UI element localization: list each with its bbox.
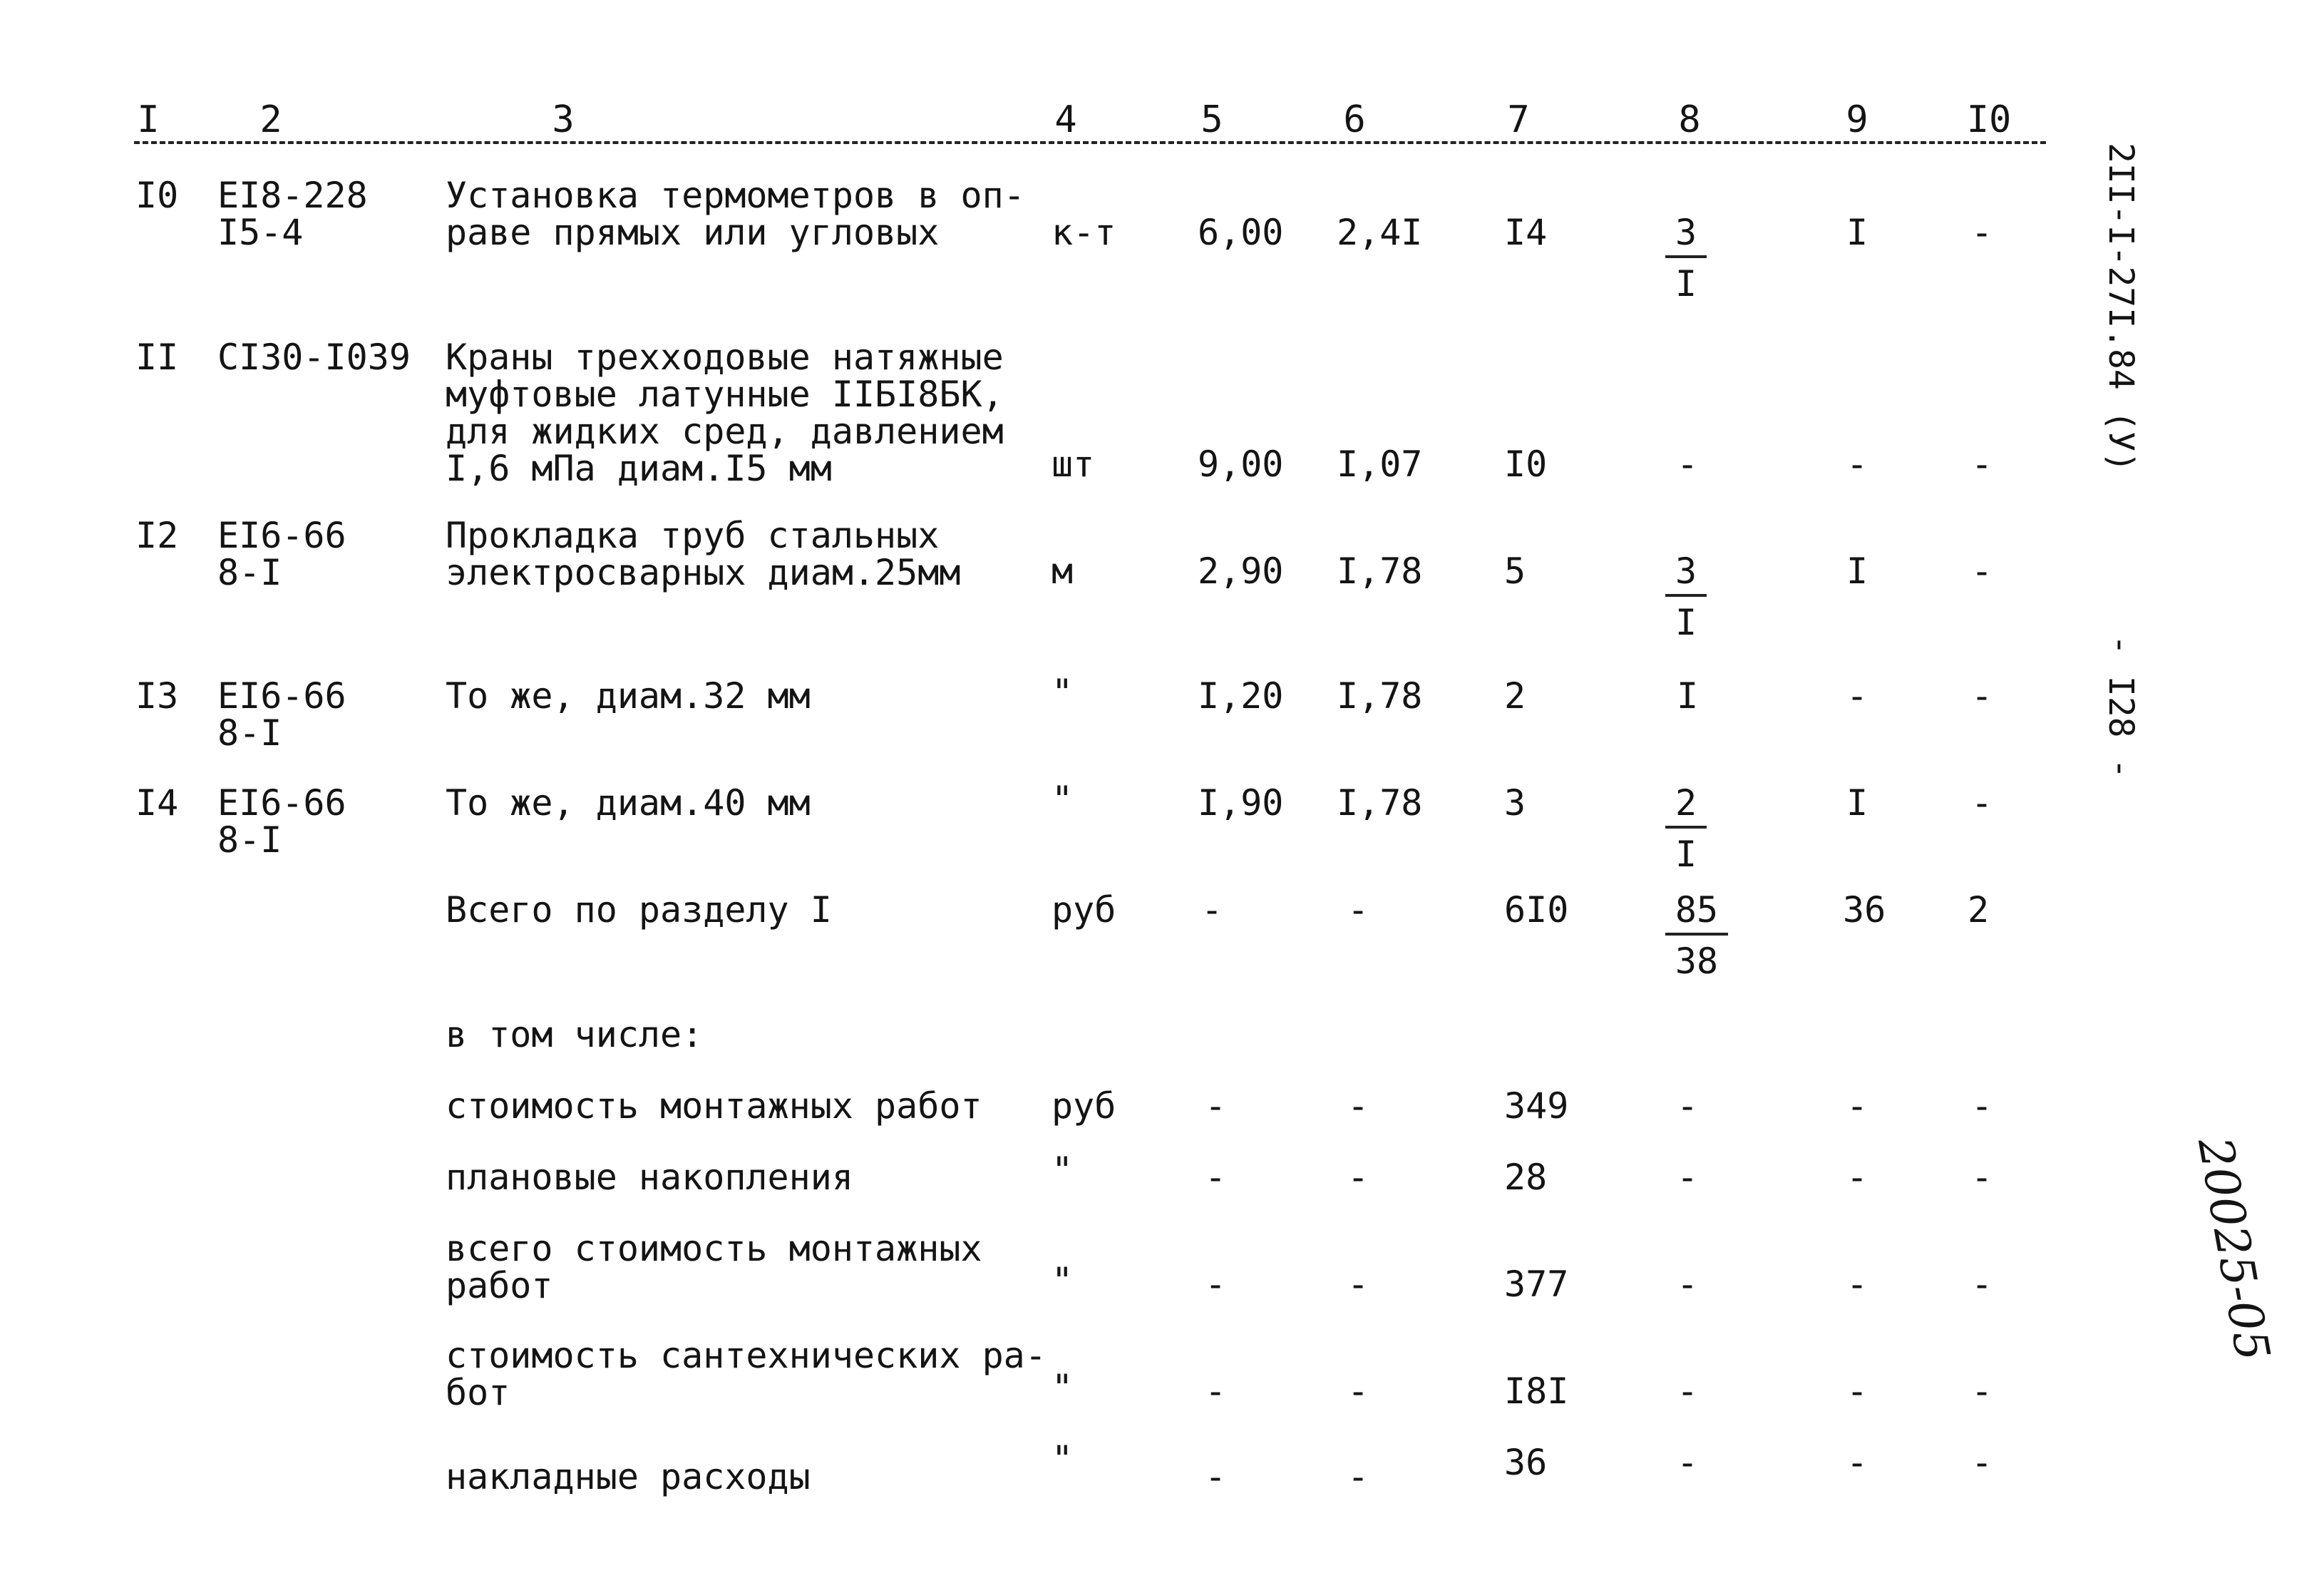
total-col7: 6I0 (1504, 889, 1569, 931)
row-col6: 2,4I (1337, 212, 1423, 253)
subrow-unit: " (1052, 1260, 1074, 1301)
row-col7: 3 (1504, 782, 1526, 824)
subrow-col10: - (1971, 1157, 1993, 1198)
row-col9: I (1846, 782, 1868, 824)
row-col10: - (1971, 212, 1993, 253)
archive-number-handwritten: 20025-05 (2187, 1133, 2281, 1366)
total-unit: руб (1052, 889, 1116, 931)
row-col6: I,78 (1337, 550, 1423, 592)
row-col8-fraction (1633, 784, 1739, 873)
row-number: I4 (135, 782, 179, 824)
total-col5: - (1201, 889, 1223, 931)
col-header-10: I0 (1966, 98, 2012, 141)
row-number: II (135, 337, 179, 378)
fraction-denominator: I (1675, 834, 1697, 875)
row-unit: к-т (1052, 212, 1116, 253)
total-col8-fraction (1643, 891, 1750, 980)
subrow-unit: руб (1052, 1085, 1116, 1127)
subrow-col8: - (1677, 1264, 1699, 1305)
row-code: EI6-66 8-I (217, 782, 346, 861)
subrow-col10: - (1971, 1442, 1993, 1483)
subrow-col6: - (1347, 1264, 1369, 1305)
fraction-numerator: 3 (1665, 214, 1707, 258)
subrow-description: плановые накопления (446, 1157, 853, 1198)
row-col9: - (1846, 444, 1868, 485)
row-col7: 2 (1504, 675, 1526, 717)
row-col5: I,90 (1198, 782, 1284, 824)
page-number-vertical: - I28 - (2101, 635, 2141, 779)
row-col10: - (1971, 444, 1993, 485)
subrow-col7: 349 (1504, 1085, 1569, 1127)
row-code: EI8-228 I5-4 (217, 175, 368, 253)
subrow-unit: " (1052, 1438, 1074, 1480)
fraction-numerator: 85 (1665, 891, 1728, 936)
subrow-col6: - (1347, 1371, 1369, 1412)
row-col7: I0 (1504, 444, 1548, 485)
col-header-8: 8 (1678, 98, 1701, 141)
col-header-2: 2 (259, 98, 282, 141)
subrow-description: накладные расходы (446, 1456, 811, 1497)
row-unit: " (1052, 672, 1074, 713)
subrow-col5: - (1205, 1157, 1227, 1198)
row-col7: 5 (1504, 550, 1526, 592)
row-number: I0 (135, 175, 179, 216)
row-col6: I,78 (1337, 782, 1423, 824)
row-number: I2 (135, 515, 179, 556)
total-label: Всего по разделу I (446, 889, 832, 931)
subrow-col7: 36 (1504, 1442, 1548, 1483)
row-col10: - (1971, 675, 1993, 717)
subrow-col7: 28 (1504, 1157, 1548, 1198)
row-col5: 6,00 (1198, 212, 1284, 253)
row-col6: I,07 (1337, 444, 1423, 485)
subrow-col9: - (1846, 1157, 1868, 1198)
subrow-col5: - (1205, 1264, 1227, 1305)
fraction-numerator: 3 (1665, 553, 1707, 597)
row-code: EI6-66 8-I (217, 515, 346, 593)
subrow-col7: 377 (1504, 1264, 1569, 1305)
subrow-col8: - (1677, 1442, 1699, 1483)
subrow-unit: " (1052, 1149, 1074, 1191)
subrow-col8: - (1677, 1157, 1699, 1198)
subrow-col6: - (1347, 1456, 1369, 1497)
subrow-col9: - (1846, 1085, 1868, 1127)
subrow-col9: - (1846, 1371, 1868, 1412)
subrow-col10: - (1971, 1371, 1993, 1412)
col-header-6: 6 (1343, 98, 1366, 141)
total-col9: 36 (1843, 889, 1886, 931)
row-col5: I,20 (1198, 675, 1284, 717)
fraction-denominator: I (1675, 602, 1697, 643)
subrow-description: всего стоимость монтажных работ (446, 1228, 982, 1306)
document-code-vertical: 2II-I-27I.84 (У) (2101, 143, 2141, 473)
row-col7: I4 (1504, 212, 1548, 253)
subrow-description: стоимость монтажных работ (446, 1085, 982, 1127)
col-header-1: I (137, 98, 160, 141)
row-col9: I (1846, 212, 1868, 253)
row-code: EI6-66 8-I (217, 675, 346, 754)
col-header-5: 5 (1200, 98, 1223, 141)
fraction-numerator: 2 (1665, 784, 1707, 829)
row-unit: м (1052, 550, 1074, 592)
header-rule (134, 141, 2046, 144)
subrow-unit: " (1052, 1367, 1074, 1408)
including-label: в том числе: (446, 1014, 704, 1055)
fraction-denominator: 38 (1675, 941, 1719, 982)
fraction-denominator: I (1675, 263, 1697, 304)
row-col9: I (1846, 550, 1868, 592)
col-header-4: 4 (1054, 98, 1077, 141)
subrow-col5: - (1205, 1371, 1227, 1412)
subrow-col8: - (1677, 1371, 1699, 1412)
row-col5: 2,90 (1198, 550, 1284, 592)
subrow-col7: I8I (1504, 1371, 1569, 1412)
row-col6: I,78 (1337, 675, 1423, 717)
row-description: Краны трехходовые натяжные муфтовые латунные IIБI8БК, для жидких сред, давлением I,6 мПа диам.I5 мм (446, 337, 1004, 489)
row-description: То же, диам.40 мм (446, 782, 811, 824)
row-col8: - (1677, 444, 1699, 485)
row-description: Установка термометров в оп- раве прямых или угловых (446, 175, 1025, 253)
col-header-3: 3 (552, 98, 575, 141)
col-header-9: 9 (1846, 98, 1868, 141)
total-col10: 2 (1968, 889, 1990, 931)
row-description: Прокладка труб стальных электросварных диам.25мм (446, 515, 961, 593)
row-col9: - (1846, 675, 1868, 717)
subrow-col9: - (1846, 1264, 1868, 1305)
row-number: I3 (135, 675, 179, 717)
row-col8-fraction (1633, 550, 1739, 643)
subrow-description: стоимость сантехнических ра- бот (446, 1335, 1047, 1413)
subrow-col6: - (1347, 1085, 1369, 1127)
subrow-col9: - (1846, 1442, 1868, 1483)
subrow-col5: - (1205, 1456, 1227, 1497)
row-unit: шт (1052, 444, 1095, 485)
subrow-col8: - (1677, 1085, 1699, 1127)
subrow-col10: - (1971, 1264, 1993, 1305)
col-header-7: 7 (1507, 98, 1530, 141)
row-col8: I (1677, 675, 1699, 717)
subrow-col10: - (1971, 1085, 1993, 1127)
row-col8-fraction (1633, 214, 1739, 302)
row-unit: " (1052, 779, 1074, 820)
subrow-col5: - (1205, 1085, 1227, 1127)
row-col5: 9,00 (1198, 444, 1284, 485)
subrow-col6: - (1347, 1157, 1369, 1198)
row-code: CI30-I039 (217, 337, 411, 378)
total-col6: - (1347, 889, 1369, 931)
row-col10: - (1971, 550, 1993, 592)
row-description: То же, диам.32 мм (446, 675, 811, 717)
row-col10: - (1971, 782, 1993, 824)
